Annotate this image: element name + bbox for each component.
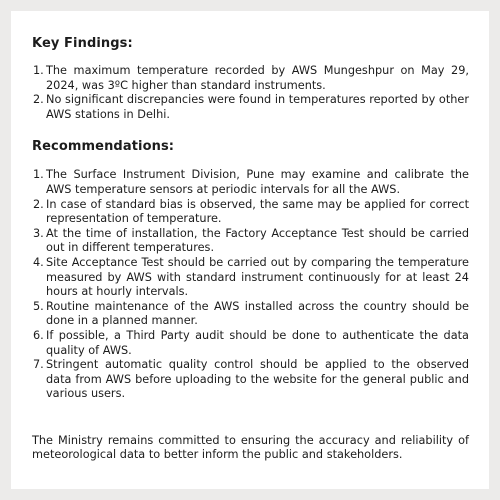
recommendations-heading: Recommendations: bbox=[32, 139, 175, 155]
list-number: 2. bbox=[33, 197, 44, 211]
list-text: In case of standard bias is observed, the same may be applied for correct representation of temperature. bbox=[46, 197, 469, 226]
list-item bbox=[32, 168, 469, 197]
list-item bbox=[32, 93, 469, 122]
document-card bbox=[11, 11, 489, 489]
recommendations-list bbox=[32, 168, 469, 402]
list-number: 4. bbox=[33, 255, 44, 269]
list-item bbox=[32, 358, 469, 402]
list-number: 6. bbox=[33, 328, 44, 342]
list-item bbox=[32, 198, 469, 227]
list-text: The Surface Instrument Division, Pune may examine and calibrate the AWS temperature sensors at periodic intervals for all the AWS. bbox=[46, 168, 469, 196]
key-findings-heading: Key Findings: bbox=[32, 36, 133, 51]
list-number: 5. bbox=[33, 299, 44, 313]
list-text: Site Acceptance Test should be carried out by comparing the temperature measured by AWS with standard instrument continuously for at least 24 hours at hourly intervals. bbox=[46, 255, 469, 299]
list-text: The maximum temperature recorded by AWS Mungeshpur on May 29, 2024, was 3ºC higher than standard instruments. bbox=[46, 64, 469, 92]
list-number: 1. bbox=[33, 64, 44, 77]
list-item bbox=[32, 64, 469, 93]
list-number: 1. bbox=[33, 168, 44, 182]
list-text: Routine maintenance of the AWS installed across the country should be done in a planned manner. bbox=[46, 299, 469, 328]
list-text: At the time of installation, the Factory Acceptance Test should be carried out in different temperatures. bbox=[46, 226, 469, 255]
list-text: If possible, a Third Party audit should be done to authenticate the data quality of AWS. bbox=[46, 328, 469, 357]
list-number: 2. bbox=[33, 93, 44, 107]
list-text: Stringent automatic quality control should be applied to the observed data from AWS before uploading to the website for the general public and various users. bbox=[46, 358, 469, 401]
list-number: 7. bbox=[33, 358, 44, 372]
key-findings-list bbox=[32, 64, 469, 122]
list-item bbox=[32, 300, 469, 329]
list-item bbox=[32, 227, 469, 256]
list-text: No significant discrepancies were found in temperatures reported by other AWS stations in Delhi. bbox=[46, 93, 469, 121]
list-item bbox=[32, 329, 469, 358]
list-number: 3. bbox=[33, 226, 44, 240]
list-item bbox=[32, 256, 469, 300]
closing-paragraph: The Ministry remains committed to ensuring the accuracy and reliability of meteorological data to better inform the public and stakeholders. bbox=[32, 433, 469, 462]
